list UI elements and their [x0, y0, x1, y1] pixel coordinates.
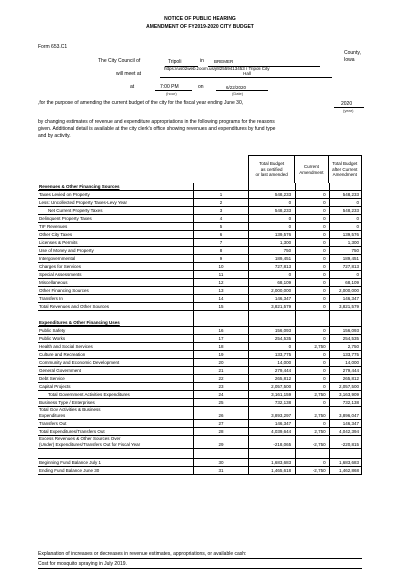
- date-caption: (Date): [232, 91, 244, 96]
- cell-amend: 0: [295, 287, 328, 295]
- cell-after: 2,000,000: [329, 287, 362, 295]
- purpose-text: ,for the purpose of amending the current budget of the city for the fiscal year ending June 30,: [38, 100, 244, 106]
- table-row: [38, 255, 362, 263]
- cell-after: 189,451: [329, 255, 362, 263]
- cell-label: Transfers In: [38, 295, 193, 303]
- cell-label: Capital Projects: [38, 383, 193, 391]
- at-label: at: [130, 84, 135, 90]
- table-row: [38, 367, 362, 375]
- table-row: Total Gov Activities & Business Expenditures 26 3,893,297 2,750 3,896,047: [38, 407, 362, 420]
- cell-after: 279,444: [329, 367, 362, 375]
- col-header-amendment: Current Amendment: [295, 155, 328, 183]
- cell-amend: 0: [295, 367, 328, 375]
- cell-budget: 727,813: [248, 263, 295, 271]
- cell-label: Special Assessments: [38, 271, 193, 279]
- cell-label: Delinquent Property Taxes: [38, 215, 193, 223]
- cell-budget: 750: [248, 247, 295, 255]
- table-row: [38, 247, 362, 255]
- meeting-location: https://us02web.zoom.us/j/82559413453 / Tripoli City: [164, 66, 270, 71]
- cell-num: 3: [193, 207, 248, 215]
- cell-label: Public Safety: [38, 327, 193, 335]
- cell-num: 13: [193, 287, 248, 295]
- col-header-budget: Total Budget as certified or last amended: [248, 155, 295, 183]
- table-row: [38, 231, 362, 239]
- cell-budget: 139,576: [248, 231, 295, 239]
- cell-budget: 0: [248, 223, 295, 231]
- table-row: [38, 271, 362, 279]
- cell-budget: 68,109: [248, 279, 295, 287]
- cell-amend: 0: [295, 247, 328, 255]
- table-row: [38, 215, 362, 223]
- body-line-3: and by activity.: [38, 133, 71, 139]
- table-row: [38, 207, 362, 215]
- cell-label: Use of Money and Property: [38, 247, 193, 255]
- cell-after: 0: [329, 199, 362, 207]
- cell-label: Health and Social Services: [38, 343, 193, 351]
- table-row: [38, 263, 362, 271]
- cell-num: 25: [193, 399, 248, 407]
- cell-amend: 0: [295, 279, 328, 287]
- cell-amend: 0: [295, 199, 328, 207]
- table-row: [38, 335, 362, 343]
- body-line-2: given. Additional detail is available at the city clerk's office showing revenues and expenditures by fund type: [38, 126, 276, 132]
- table-row: [38, 383, 362, 391]
- year-caption: (year): [343, 108, 354, 113]
- cell-amend: 0: [295, 191, 328, 199]
- cell-after: 133,775: [329, 351, 362, 359]
- cell-num: 7: [193, 239, 248, 247]
- cell-amend: 0: [295, 335, 328, 343]
- cell-budget: 146,347: [248, 295, 295, 303]
- notice-title: NOTICE OF PUBLIC HEARING: [164, 16, 236, 22]
- cell-after: 548,233: [329, 207, 362, 215]
- cell-budget: 14,000: [248, 359, 295, 367]
- cell-budget: 3,821,579: [248, 303, 295, 311]
- cell-amend: 0: [295, 215, 328, 223]
- cell-amend: 2,750: [295, 343, 328, 351]
- cell-budget: 156,093: [248, 327, 295, 335]
- cell-after: 548,233: [329, 191, 362, 199]
- cell-label: Community and Economic Development: [38, 359, 193, 367]
- table-row: [38, 199, 362, 207]
- cell-amend: 0: [295, 327, 328, 335]
- table-row: Ending Fund Balance June 30 31 1,465,618 -2,750 1,462,868: [38, 467, 362, 475]
- revenues-heading: Revenues & Other Financing Sources: [38, 183, 193, 191]
- table-row: [38, 327, 362, 335]
- body-line-1: by changing estimates of revenue and expenditure appropriations in the following programs for the reasons: [38, 119, 275, 125]
- cell-label: Debt Service: [38, 375, 193, 383]
- table-row: [38, 359, 362, 367]
- county-name: BREMER: [214, 59, 234, 64]
- cell-budget: 254,535: [248, 335, 295, 343]
- cell-budget: 3,161,159: [248, 391, 295, 399]
- cell-after: 0: [329, 223, 362, 231]
- cell-num: 4: [193, 215, 248, 223]
- col-header-after: Total Budget after Current Amendment: [329, 155, 362, 183]
- cell-label: TIF Revenues: [38, 223, 193, 231]
- meeting-location-2: Hall: [243, 71, 251, 76]
- cell-num: 17: [193, 335, 248, 343]
- table-row: Transfers Out 27 146,347 0 146,347: [38, 420, 362, 428]
- cell-after: 3,163,909: [329, 391, 362, 399]
- table-row: [38, 343, 362, 351]
- cell-amend: 2,750: [295, 391, 328, 399]
- cell-amend: 0: [295, 231, 328, 239]
- meeting-time: 7:00 PM: [160, 84, 179, 90]
- cell-after: 750: [329, 247, 362, 255]
- cell-label: Culture and Recreation: [38, 351, 193, 359]
- table-row: [38, 375, 362, 383]
- expenditures-heading: Expenditures & Other Financing Uses: [38, 319, 193, 327]
- cell-label: Total Revenues and Other Sources: [38, 303, 193, 311]
- cell-num: 12: [193, 279, 248, 287]
- cell-after: 1,300: [329, 239, 362, 247]
- table-row: Total Expenditures/Transfers Out 28 4,039,644 2,750 4,042,394: [38, 428, 362, 436]
- explanation-label: Explanation of increases or decreases in revenue estimates, appropriations, or available cash:: [38, 551, 247, 557]
- on-label: on: [198, 84, 204, 90]
- cell-amend: 0: [295, 207, 328, 215]
- cell-budget: 0: [248, 271, 295, 279]
- table-row: [38, 223, 362, 231]
- cell-amend: 0: [295, 303, 328, 311]
- meet-label: will meet at: [116, 71, 142, 77]
- table-row: [38, 303, 362, 311]
- table-row: [38, 391, 362, 399]
- cell-num: 1: [193, 191, 248, 199]
- cell-amend: 0: [295, 255, 328, 263]
- cell-label: Other Financing Sources: [38, 287, 193, 295]
- cell-num: 9: [193, 255, 248, 263]
- cell-after: 2,057,500: [329, 383, 362, 391]
- cell-budget: 548,233: [248, 207, 295, 215]
- cell-label: Charges for Services: [38, 263, 193, 271]
- cell-label: Less: Uncollected Property Taxes-Levy Year: [38, 199, 193, 207]
- cell-amend: 0: [295, 351, 328, 359]
- cell-label: Licenses & Permits: [38, 239, 193, 247]
- cell-label: Business Type / Enterprises: [38, 399, 193, 407]
- fiscal-year: 2020: [341, 101, 353, 107]
- cell-budget: 0: [248, 343, 295, 351]
- cell-after: 139,576: [329, 231, 362, 239]
- cell-amend: 0: [295, 223, 328, 231]
- cell-after: 14,000: [329, 359, 362, 367]
- cell-amend: 0: [295, 295, 328, 303]
- cell-label: Public Works: [38, 335, 193, 343]
- cell-label: Other City Taxes: [38, 231, 193, 239]
- table-row: [38, 287, 362, 295]
- council-label: The City Council of: [98, 58, 141, 64]
- cell-label: Miscellaneous: [38, 279, 193, 287]
- cell-after: 156,093: [329, 327, 362, 335]
- cell-num: 18: [193, 343, 248, 351]
- time-caption: (hour): [166, 91, 177, 96]
- table-row: [38, 295, 362, 303]
- cell-after: 732,138: [329, 399, 362, 407]
- in-label: in: [200, 58, 204, 64]
- budget-table: [38, 155, 362, 475]
- cell-budget: 2,057,500: [248, 383, 295, 391]
- table-row: [38, 239, 362, 247]
- cell-after: 0: [329, 271, 362, 279]
- cell-label: Intergovernmental: [38, 255, 193, 263]
- cell-num: 5: [193, 223, 248, 231]
- cell-amend: 0: [295, 359, 328, 367]
- cell-after: 727,813: [329, 263, 362, 271]
- cell-amend: 0: [295, 383, 328, 391]
- cell-budget: 732,138: [248, 399, 295, 407]
- cell-after: 68,109: [329, 279, 362, 287]
- cell-num: 11: [193, 271, 248, 279]
- revenues-heading-row: [38, 183, 362, 191]
- cell-budget: 2,000,000: [248, 287, 295, 295]
- cell-after: 2,750: [329, 343, 362, 351]
- form-number: Form 653.C1: [38, 44, 68, 50]
- cell-num: 2: [193, 199, 248, 207]
- table-row: [38, 279, 362, 287]
- table-row: [38, 351, 362, 359]
- cell-budget: 265,812: [248, 375, 295, 383]
- cell-num: 20: [193, 359, 248, 367]
- county-label: County,: [344, 50, 361, 56]
- cell-budget: 1,300: [248, 239, 295, 247]
- cell-amend: 0: [295, 399, 328, 407]
- cell-label: General Government: [38, 367, 193, 375]
- cell-num: 14: [193, 295, 248, 303]
- cell-after: 265,812: [329, 375, 362, 383]
- notice-subtitle: AMENDMENT OF FY2019-2020 CITY BUDGET: [146, 24, 254, 30]
- cell-num: 15: [193, 303, 248, 311]
- city-name: Tripoli: [168, 59, 182, 65]
- table-row: Beginning Fund Balance July 1 30 1,683,683 0 1,683,683: [38, 458, 362, 467]
- state-label: Iowa: [344, 57, 355, 63]
- cell-num: 8: [193, 247, 248, 255]
- cell-budget: 189,451: [248, 255, 295, 263]
- cell-num: 24: [193, 391, 248, 399]
- cell-label: Taxes Levied on Property: [38, 191, 193, 199]
- cell-budget: 133,775: [248, 351, 295, 359]
- cell-num: 21: [193, 367, 248, 375]
- cell-budget: 0: [248, 215, 295, 223]
- expenditures-heading-row: [38, 319, 362, 327]
- cell-after: 3,821,579: [329, 303, 362, 311]
- meeting-date: 6/22/2020: [226, 85, 247, 90]
- cell-num: 16: [193, 327, 248, 335]
- cell-num: 23: [193, 383, 248, 391]
- cell-amend: 0: [295, 375, 328, 383]
- cell-after: 254,535: [329, 335, 362, 343]
- table-row: Excess Revenues & Other Sources Over (Under) Expenditures/Transfers Out for Fiscal Year 29 -218,065 -2,750 -220,815: [38, 436, 362, 449]
- cell-amend: 0: [295, 263, 328, 271]
- cell-num: 10: [193, 263, 248, 271]
- table-row: [38, 399, 362, 407]
- cell-budget: 0: [248, 199, 295, 207]
- cell-num: 22: [193, 375, 248, 383]
- cell-after: 0: [329, 215, 362, 223]
- cell-label: Total Government Activities Expenditures: [38, 391, 193, 399]
- cell-num: 6: [193, 231, 248, 239]
- cell-budget: 279,444: [248, 367, 295, 375]
- cell-after: 146,347: [329, 295, 362, 303]
- cell-amend: 0: [295, 271, 328, 279]
- explanation-note: Cost for mosquito spraying in July 2019.: [38, 561, 127, 567]
- cell-label: Net Current Property Taxes: [38, 207, 193, 215]
- cell-amend: 0: [295, 239, 328, 247]
- cell-budget: 548,233: [248, 191, 295, 199]
- cell-num: 19: [193, 351, 248, 359]
- table-row: [38, 191, 362, 199]
